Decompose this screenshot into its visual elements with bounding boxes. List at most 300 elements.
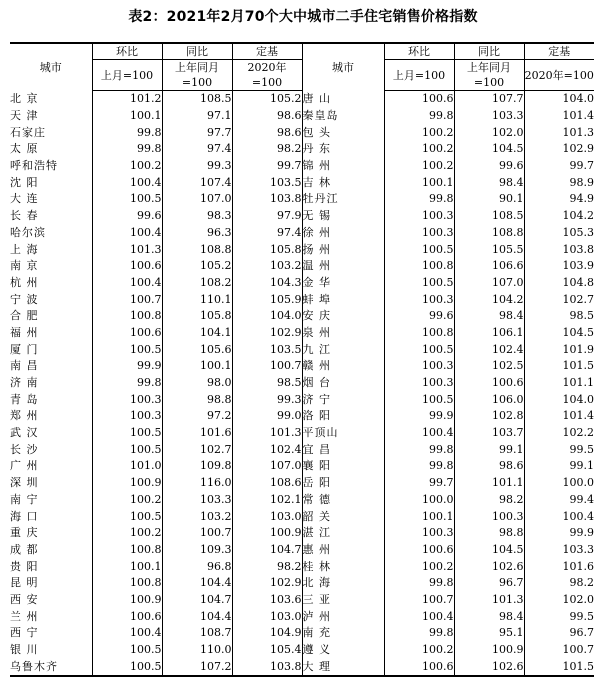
- mom-value-cell-left: 100.8: [92, 575, 162, 592]
- city-name-cell-right: 赣 州: [302, 358, 384, 375]
- table-row: [10, 291, 594, 308]
- base-value-cell-left: 103.2: [232, 258, 302, 275]
- yoy-value-cell-left: 100.1: [162, 358, 232, 375]
- mom-value-cell-right: 100.3: [384, 375, 454, 392]
- base-value-cell-left: 102.1: [232, 492, 302, 509]
- yoy-value-cell-right: 106.6: [454, 258, 524, 275]
- city-name-cell-left: 厦 门: [10, 342, 39, 356]
- yoy-value-cell-left: 105.6: [162, 341, 232, 358]
- mom-value-cell-right: 100.2: [384, 141, 454, 158]
- city-name-cell-left: 成 都: [10, 542, 39, 556]
- subheader-mom-left: 上月=100: [92, 60, 162, 91]
- yoy-value-cell-right: 100.6: [454, 375, 524, 392]
- yoy-value-cell-right: 100.9: [454, 642, 524, 659]
- yoy-value-cell-left: 96.3: [162, 225, 232, 242]
- city-name-cell-left: 北 京: [10, 92, 39, 106]
- yoy-value-cell-right: 102.6: [454, 558, 524, 575]
- mom-value-cell-left: 100.4: [92, 225, 162, 242]
- city-name-cell-left: 兰 州: [10, 609, 39, 623]
- yoy-value-cell-right: 102.0: [454, 124, 524, 141]
- city-name-cell-left: 石家庄: [10, 125, 46, 139]
- city-name-cell-right: 秦皇岛: [302, 108, 384, 125]
- mom-value-cell-left: 100.3: [92, 408, 162, 425]
- city-name-cell-left: 上 海: [10, 242, 39, 256]
- yoy-value-cell-left: 103.3: [162, 492, 232, 509]
- base-value-cell-left: 97.4: [232, 225, 302, 242]
- yoy-value-cell-left: 104.4: [162, 575, 232, 592]
- mom-value-cell-right: 100.5: [384, 341, 454, 358]
- mom-value-cell-right: 100.6: [384, 542, 454, 559]
- mom-value-cell-left: 100.8: [92, 542, 162, 559]
- city-name-cell-right: 湛 江: [302, 525, 384, 542]
- city-name-cell-right: 宜 昌: [302, 441, 384, 458]
- city-name-cell-right: 烟 台: [302, 375, 384, 392]
- mom-value-cell-right: 99.8: [384, 625, 454, 642]
- base-value-cell-right: 100.0: [524, 475, 594, 492]
- yoy-value-cell-left: 104.7: [162, 592, 232, 609]
- table-row: [10, 91, 594, 108]
- base-value-cell-right: 103.8: [524, 241, 594, 258]
- mom-value-cell-left: 101.3: [92, 241, 162, 258]
- yoy-value-cell-right: 103.3: [454, 108, 524, 125]
- header-yoy-left: 同比: [162, 43, 232, 60]
- base-value-cell-right: 100.4: [524, 508, 594, 525]
- base-value-cell-left: 104.9: [232, 625, 302, 642]
- yoy-value-cell-left: 97.1: [162, 108, 232, 125]
- yoy-value-cell-left: 96.8: [162, 558, 232, 575]
- mom-value-cell-right: 99.8: [384, 108, 454, 125]
- mom-value-cell-right: 99.8: [384, 458, 454, 475]
- subheader-base-right: 2020年=100: [524, 60, 594, 91]
- yoy-value-cell-left: 98.8: [162, 391, 232, 408]
- base-value-cell-left: 104.0: [232, 308, 302, 325]
- mom-value-cell-right: 99.8: [384, 191, 454, 208]
- mom-value-cell-right: 100.2: [384, 124, 454, 141]
- city-name-cell-right: 温 州: [302, 258, 384, 275]
- city-name-cell-left: 宁 波: [10, 292, 39, 306]
- table-row: [10, 475, 594, 492]
- base-value-cell-right: 101.1: [524, 375, 594, 392]
- yoy-value-cell-left: 110.1: [162, 291, 232, 308]
- mom-value-cell-left: 100.5: [92, 341, 162, 358]
- base-value-cell-left: 103.6: [232, 592, 302, 609]
- base-value-cell-right: 101.4: [524, 108, 594, 125]
- yoy-value-cell-right: 101.1: [454, 475, 524, 492]
- yoy-value-cell-left: 105.8: [162, 308, 232, 325]
- table-row: [10, 608, 594, 625]
- mom-value-cell-left: 101.2: [92, 91, 162, 108]
- yoy-value-cell-left: 103.2: [162, 508, 232, 525]
- base-value-cell-left: 105.8: [232, 241, 302, 258]
- table-row: [10, 208, 594, 225]
- base-value-cell-right: 101.4: [524, 408, 594, 425]
- base-value-cell-left: 103.5: [232, 174, 302, 191]
- base-value-cell-left: 98.2: [232, 558, 302, 575]
- mom-value-cell-right: 100.6: [384, 91, 454, 108]
- price-index-table: [10, 42, 594, 677]
- city-name-cell-right: 牡丹江: [302, 191, 384, 208]
- mom-value-cell-left: 100.2: [92, 492, 162, 509]
- city-name-cell-left: 青 岛: [10, 392, 39, 406]
- mom-value-cell-left: 100.2: [92, 158, 162, 175]
- base-value-cell-right: 99.5: [524, 441, 594, 458]
- base-value-cell-left: 101.3: [232, 425, 302, 442]
- yoy-value-cell-left: 100.7: [162, 525, 232, 542]
- yoy-value-cell-left: 99.3: [162, 158, 232, 175]
- yoy-value-cell-left: 98.3: [162, 208, 232, 225]
- mom-value-cell-left: 100.1: [92, 108, 162, 125]
- table-row: [10, 358, 594, 375]
- yoy-value-cell-right: 98.8: [454, 525, 524, 542]
- base-value-cell-left: 100.7: [232, 358, 302, 375]
- base-value-cell-left: 105.9: [232, 291, 302, 308]
- mom-value-cell-left: 99.8: [92, 141, 162, 158]
- table-row: [10, 558, 594, 575]
- yoy-value-cell-left: 108.5: [162, 91, 232, 108]
- yoy-value-cell-right: 102.8: [454, 408, 524, 425]
- base-value-cell-left: 103.5: [232, 341, 302, 358]
- yoy-value-cell-left: 104.1: [162, 325, 232, 342]
- yoy-value-cell-left: 101.6: [162, 425, 232, 442]
- city-name-cell-right: 桂 林: [302, 558, 384, 575]
- base-value-cell-left: 98.5: [232, 375, 302, 392]
- city-name-cell-right: 惠 州: [302, 542, 384, 559]
- city-name-cell-right: 蚌 埠: [302, 291, 384, 308]
- header-base-right: 定基: [524, 43, 594, 60]
- mom-value-cell-right: 100.5: [384, 275, 454, 292]
- yoy-value-cell-left: 102.7: [162, 441, 232, 458]
- city-name-cell-left: 南 宁: [10, 492, 39, 506]
- table-row: [10, 258, 594, 275]
- mom-value-cell-right: 100.4: [384, 608, 454, 625]
- table-row: [10, 658, 594, 676]
- table-row: [10, 492, 594, 509]
- base-value-cell-right: 103.9: [524, 258, 594, 275]
- yoy-value-cell-left: 107.2: [162, 658, 232, 676]
- base-value-cell-left: 102.9: [232, 325, 302, 342]
- table-body: [10, 91, 594, 677]
- mom-value-cell-left: 100.4: [92, 174, 162, 191]
- table-row: [10, 642, 594, 659]
- mom-value-cell-right: 100.2: [384, 158, 454, 175]
- yoy-value-cell-right: 99.6: [454, 158, 524, 175]
- city-name-cell-left: 郑 州: [10, 409, 39, 423]
- base-value-cell-left: 99.7: [232, 158, 302, 175]
- mom-value-cell-right: 99.8: [384, 575, 454, 592]
- city-name-cell-left: 呼和浩特: [10, 159, 58, 173]
- yoy-value-cell-right: 98.4: [454, 308, 524, 325]
- city-name-cell-left: 哈尔滨: [10, 225, 46, 239]
- base-value-cell-right: 98.5: [524, 308, 594, 325]
- yoy-value-cell-right: 101.3: [454, 592, 524, 609]
- city-name-cell-left: 重 庆: [10, 526, 39, 540]
- table-row: [10, 275, 594, 292]
- city-name-cell-left: 广 州: [10, 459, 39, 473]
- base-value-cell-right: 102.9: [524, 141, 594, 158]
- mom-value-cell-left: 100.9: [92, 475, 162, 492]
- table-row: [10, 174, 594, 191]
- yoy-value-cell-left: 116.0: [162, 475, 232, 492]
- city-name-cell-right: 韶 关: [302, 508, 384, 525]
- city-name-cell-right: 包 头: [302, 124, 384, 141]
- base-value-cell-right: 101.5: [524, 658, 594, 676]
- city-name-cell-left: 西 宁: [10, 626, 39, 640]
- yoy-value-cell-right: 98.4: [454, 174, 524, 191]
- base-value-cell-left: 105.2: [232, 91, 302, 108]
- city-name-cell-right: 南 充: [302, 625, 384, 642]
- mom-value-cell-right: 100.3: [384, 525, 454, 542]
- city-name-cell-right: 无 锡: [302, 208, 384, 225]
- table-row: [10, 141, 594, 158]
- city-name-cell-left: 沈 阳: [10, 175, 39, 189]
- yoy-value-cell-left: 108.2: [162, 275, 232, 292]
- mom-value-cell-left: 99.8: [92, 375, 162, 392]
- yoy-value-cell-left: 109.8: [162, 458, 232, 475]
- mom-value-cell-right: 99.7: [384, 475, 454, 492]
- city-name-cell-right: 泸 州: [302, 608, 384, 625]
- city-name-cell-right: 北 海: [302, 575, 384, 592]
- yoy-value-cell-right: 102.6: [454, 658, 524, 676]
- city-name-cell-right: 九 江: [302, 341, 384, 358]
- city-name-cell-right: 扬 州: [302, 241, 384, 258]
- table-row: [10, 108, 594, 125]
- city-name-cell-right: 唐 山: [302, 91, 384, 108]
- mom-value-cell-left: 100.9: [92, 592, 162, 609]
- base-value-cell-left: 102.9: [232, 575, 302, 592]
- yoy-value-cell-left: 98.0: [162, 375, 232, 392]
- yoy-value-cell-right: 106.1: [454, 325, 524, 342]
- mom-value-cell-right: 100.3: [384, 225, 454, 242]
- base-value-cell-left: 98.6: [232, 124, 302, 141]
- base-value-cell-left: 99.3: [232, 391, 302, 408]
- city-name-cell-left: 贵 阳: [10, 559, 39, 573]
- mom-value-cell-left: 100.8: [92, 308, 162, 325]
- mom-value-cell-left: 100.6: [92, 258, 162, 275]
- yoy-value-cell-right: 107.7: [454, 91, 524, 108]
- table-row: [10, 408, 594, 425]
- yoy-value-cell-right: 103.7: [454, 425, 524, 442]
- table-row: [10, 325, 594, 342]
- city-name-cell-left: 济 南: [10, 376, 39, 390]
- base-value-cell-right: 104.0: [524, 391, 594, 408]
- header-row-main: [10, 43, 594, 60]
- yoy-value-cell-right: 98.2: [454, 492, 524, 509]
- city-name-cell-left: 合 肥: [10, 309, 39, 323]
- city-name-cell-left: 南 昌: [10, 359, 39, 373]
- base-value-cell-right: 104.8: [524, 275, 594, 292]
- city-name-cell-right: 吉 林: [302, 174, 384, 191]
- header-mom-right: 环比: [384, 43, 454, 60]
- mom-value-cell-right: 99.8: [384, 441, 454, 458]
- mom-value-cell-right: 100.2: [384, 642, 454, 659]
- base-value-cell-left: 108.6: [232, 475, 302, 492]
- mom-value-cell-left: 100.6: [92, 608, 162, 625]
- mom-value-cell-left: 100.5: [92, 658, 162, 676]
- yoy-value-cell-right: 95.1: [454, 625, 524, 642]
- base-value-cell-right: 104.0: [524, 91, 594, 108]
- base-value-cell-left: 100.9: [232, 525, 302, 542]
- mom-value-cell-left: 101.0: [92, 458, 162, 475]
- yoy-value-cell-left: 104.4: [162, 608, 232, 625]
- table-row: [10, 458, 594, 475]
- yoy-value-cell-right: 99.1: [454, 441, 524, 458]
- mom-value-cell-left: 100.5: [92, 191, 162, 208]
- city-name-cell-left: 福 州: [10, 325, 39, 339]
- yoy-value-cell-right: 107.0: [454, 275, 524, 292]
- table-row: [10, 241, 594, 258]
- header-mom-left: 环比: [92, 43, 162, 60]
- yoy-value-cell-right: 106.0: [454, 391, 524, 408]
- base-value-cell-right: 100.7: [524, 642, 594, 659]
- mom-value-cell-right: 100.5: [384, 391, 454, 408]
- mom-value-cell-right: 100.0: [384, 492, 454, 509]
- yoy-value-cell-right: 98.4: [454, 608, 524, 625]
- city-name-cell-left: 天 津: [10, 109, 39, 123]
- yoy-value-cell-left: 97.7: [162, 124, 232, 141]
- table-row: [10, 625, 594, 642]
- yoy-value-cell-right: 104.5: [454, 141, 524, 158]
- mom-value-cell-left: 100.5: [92, 642, 162, 659]
- city-name-cell-left: 南 京: [10, 259, 39, 273]
- city-name-cell-left: 银 川: [10, 643, 39, 657]
- base-value-cell-right: 96.7: [524, 625, 594, 642]
- yoy-value-cell-left: 108.8: [162, 241, 232, 258]
- city-name-cell-right: 遵 义: [302, 642, 384, 659]
- table-row: [10, 508, 594, 525]
- table-row: [10, 575, 594, 592]
- yoy-value-cell-right: 108.5: [454, 208, 524, 225]
- yoy-value-cell-left: 97.4: [162, 141, 232, 158]
- table-row: [10, 592, 594, 609]
- mom-value-cell-right: 100.3: [384, 358, 454, 375]
- base-value-cell-left: 99.0: [232, 408, 302, 425]
- city-name-cell-right: 洛 阳: [302, 408, 384, 425]
- yoy-value-cell-right: 96.7: [454, 575, 524, 592]
- base-value-cell-right: 99.4: [524, 492, 594, 509]
- base-value-cell-left: 107.0: [232, 458, 302, 475]
- mom-value-cell-left: 99.6: [92, 208, 162, 225]
- city-name-cell-right: 平顶山: [302, 425, 384, 442]
- city-name-cell-right: 岳 阳: [302, 475, 384, 492]
- base-value-cell-left: 97.9: [232, 208, 302, 225]
- city-name-cell-right: 大 理: [302, 658, 384, 676]
- city-name-cell-left: 西 安: [10, 592, 39, 606]
- city-name-cell-left: 太 原: [10, 142, 39, 156]
- table-row: [10, 191, 594, 208]
- yoy-value-cell-left: 105.2: [162, 258, 232, 275]
- yoy-value-cell-right: 104.2: [454, 291, 524, 308]
- mom-value-cell-right: 100.3: [384, 208, 454, 225]
- mom-value-cell-right: 100.1: [384, 508, 454, 525]
- city-name-cell-right: 丹 东: [302, 141, 384, 158]
- mom-value-cell-left: 100.4: [92, 275, 162, 292]
- table-row: [10, 391, 594, 408]
- mom-value-cell-right: 100.1: [384, 174, 454, 191]
- table-row: [10, 124, 594, 141]
- table-row: [10, 158, 594, 175]
- base-value-cell-right: 102.7: [524, 291, 594, 308]
- mom-value-cell-left: 100.5: [92, 508, 162, 525]
- yoy-value-cell-right: 108.8: [454, 225, 524, 242]
- base-value-cell-right: 94.9: [524, 191, 594, 208]
- mom-value-cell-right: 100.7: [384, 592, 454, 609]
- subheader-yoy-left: 上年同月=100: [162, 60, 232, 91]
- mom-value-cell-right: 100.8: [384, 258, 454, 275]
- base-value-cell-right: 98.9: [524, 174, 594, 191]
- base-value-cell-left: 104.7: [232, 542, 302, 559]
- mom-value-cell-right: 99.6: [384, 308, 454, 325]
- city-name-cell-right: 济 宁: [302, 391, 384, 408]
- city-name-cell-left: 杭 州: [10, 275, 39, 289]
- yoy-value-cell-right: 90.1: [454, 191, 524, 208]
- base-value-cell-right: 102.0: [524, 592, 594, 609]
- table-title: 表2：2021年2月70个大中城市二手住宅销售价格指数: [128, 9, 478, 25]
- city-name-cell-right: 徐 州: [302, 225, 384, 242]
- base-value-cell-left: 103.8: [232, 191, 302, 208]
- table-row: [10, 525, 594, 542]
- base-value-cell-right: 99.1: [524, 458, 594, 475]
- base-value-cell-left: 98.6: [232, 108, 302, 125]
- yoy-value-cell-left: 107.4: [162, 174, 232, 191]
- mom-value-cell-left: 100.3: [92, 391, 162, 408]
- mom-value-cell-left: 100.5: [92, 425, 162, 442]
- mom-value-cell-left: 100.5: [92, 441, 162, 458]
- base-value-cell-right: 101.6: [524, 558, 594, 575]
- yoy-value-cell-right: 98.6: [454, 458, 524, 475]
- yoy-value-cell-right: 105.5: [454, 241, 524, 258]
- city-name-cell-right: 安 庆: [302, 308, 384, 325]
- mom-value-cell-left: 100.4: [92, 625, 162, 642]
- table-row: [10, 425, 594, 442]
- base-value-cell-right: 104.2: [524, 208, 594, 225]
- table-row: [10, 225, 594, 242]
- city-name-cell-left: 武 汉: [10, 426, 39, 440]
- city-name-cell-right: 金 华: [302, 275, 384, 292]
- base-value-cell-left: 103.0: [232, 608, 302, 625]
- header-city-right: 城市: [302, 43, 384, 91]
- yoy-value-cell-left: 109.3: [162, 542, 232, 559]
- base-value-cell-right: 102.2: [524, 425, 594, 442]
- city-name-cell-left: 长 沙: [10, 442, 39, 456]
- base-value-cell-right: 105.3: [524, 225, 594, 242]
- table-row: [10, 542, 594, 559]
- header-base-left: 定基: [232, 43, 302, 60]
- city-name-cell-left: 深 圳: [10, 476, 39, 490]
- mom-value-cell-left: 99.9: [92, 358, 162, 375]
- mom-value-cell-left: 100.1: [92, 558, 162, 575]
- base-value-cell-right: 103.3: [524, 542, 594, 559]
- base-value-cell-left: 103.0: [232, 508, 302, 525]
- table-row: [10, 341, 594, 358]
- mom-value-cell-right: 100.6: [384, 658, 454, 676]
- mom-value-cell-right: 100.4: [384, 425, 454, 442]
- table-row: [10, 308, 594, 325]
- city-name-cell-right: 三 亚: [302, 592, 384, 609]
- base-value-cell-left: 104.3: [232, 275, 302, 292]
- base-value-cell-left: 98.2: [232, 141, 302, 158]
- yoy-value-cell-left: 107.0: [162, 191, 232, 208]
- base-value-cell-right: 101.5: [524, 358, 594, 375]
- table-row: [10, 375, 594, 392]
- mom-value-cell-left: 100.6: [92, 325, 162, 342]
- base-value-cell-left: 102.4: [232, 441, 302, 458]
- base-value-cell-left: 105.4: [232, 642, 302, 659]
- base-value-cell-left: 103.8: [232, 658, 302, 676]
- mom-value-cell-right: 100.3: [384, 291, 454, 308]
- yoy-value-cell-right: 102.4: [454, 341, 524, 358]
- base-value-cell-right: 99.7: [524, 158, 594, 175]
- base-value-cell-right: 99.9: [524, 525, 594, 542]
